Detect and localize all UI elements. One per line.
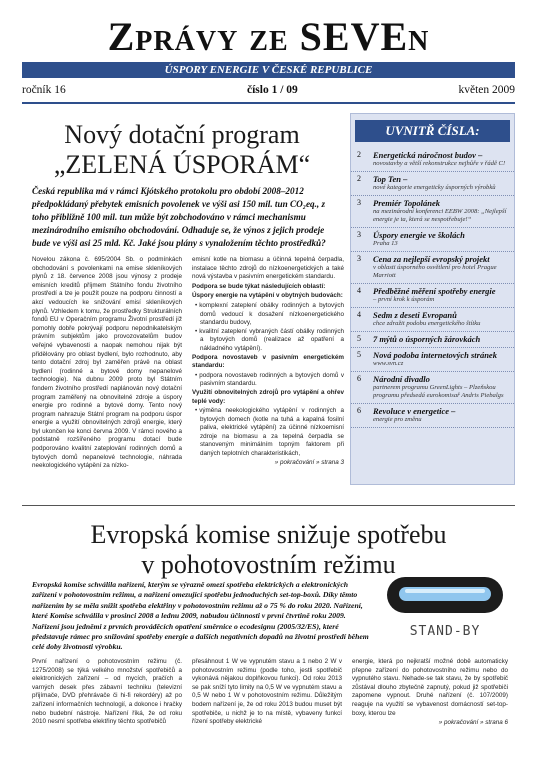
contents-item[interactable] <box>351 332 514 348</box>
contents-item-title: Premiér Topolánek <box>373 198 440 208</box>
newsletter-title: Zprávy ze SEVEn <box>107 14 430 59</box>
article1-col2-heading: Podpora se bude týkat následujících oblastí: <box>192 282 326 290</box>
article2-col3-text: energie, která po nejkratší možné době automaticky přepne zařízení do pohotovostního režimu nebo do vypnutého stavu. Nehade-se tak stavu, že by spotřebič zůstával dlouho zbytečně zapnutý, pokud již spotřebiči zapomene vypnout. Druhé nařízení (č. 107/2009) reaguje na využití se vybavenost domácností set-top-boxy, kterou lze <box>352 658 508 717</box>
issue-date: květen 2009 <box>458 84 515 96</box>
article1-col2-heading: Využití obnovitelných zdrojů pro vytápění a ohřev teplé vody: <box>192 388 344 405</box>
contents-item[interactable] <box>351 404 514 428</box>
volume-label: ročník 16 <box>22 84 66 96</box>
contents-item-title: Úspory energie ve školách <box>373 230 465 240</box>
contents-item[interactable] <box>351 348 514 372</box>
contents-item-title: 7 mýtů o úsporných žárovkách <box>373 334 481 344</box>
contents-item-title: Revoluce v energetice – <box>373 406 456 416</box>
contents-page-number: 6 <box>357 374 361 383</box>
header-rule <box>22 102 515 104</box>
article1-title-line2: „ZELENÁ ÚSPORÁM“ <box>53 150 311 179</box>
contents-item-subtitle: – první krok k úsporám <box>373 296 435 303</box>
issue-number: číslo 1 / 09 <box>247 84 298 96</box>
continue-link[interactable]: » pokračování » strana 6 <box>438 719 508 727</box>
standby-button-image <box>385 573 505 645</box>
contents-page-number: 3 <box>357 198 361 207</box>
article1-title-line1: Nový dotační program <box>64 120 300 149</box>
contents-item-subtitle: Praha 13 <box>373 240 398 247</box>
contents-page-number: 4 <box>357 310 361 319</box>
contents-item-subtitle: www.svn.cz <box>373 360 404 367</box>
article1-col2-heading: Úspory energie na vytápění v obytných budovách: <box>192 292 343 300</box>
contents-item-subtitle: nové kategorie energeticky úsporných výrobků <box>373 184 496 191</box>
contents-item-title: Cena za nejlepší evropský projekt <box>373 254 490 264</box>
article1-list <box>192 372 344 389</box>
article1-title <box>22 120 342 180</box>
contents-item-title: Sedm z deseti Evropanů <box>373 310 457 320</box>
article1-lead: Česká republika má v rámci Kjótského protokolu pro období 2008–2012 předpokládaný přebytek emisních povolenek ve výši asi 150 mil. tun CO₂eq., z toho přibližně 100 mil. tun může být zobchodováno v rámci mechanismu mezinárodního emisního obchodování. Odhaduje se, že výnos z jejich prodeje bude ve výši asi 25 mld. Kč. Jaké jsou plány s vynaložením těchto prostředků? <box>32 186 326 248</box>
list-item: • kvalitní zateplení vybraných částí obálky rodinných a bytových domů (realizace až opatření a nákladného vytápění). <box>200 328 344 354</box>
contents-item[interactable] <box>351 372 514 404</box>
article1-column2 <box>192 256 344 468</box>
contents-item[interactable] <box>351 284 514 308</box>
newsletter-subtitle: ÚSPORY ENERGIE V ČESKÉ REPUBLICE <box>22 62 515 78</box>
contents-item-title: Předběžné měření spotřeby energie <box>373 286 496 296</box>
contents-list <box>351 148 514 428</box>
article1-col2-intro: emisní kotle na biomasu a účinná tepelná čerpadla, instalace těchto zdrojů do nízkoenergetických a také nová výstavba v pasivním energetickém standardu. <box>192 256 344 281</box>
contents-item[interactable] <box>351 148 514 172</box>
contents-item-subtitle: na mezinárodní konferenci EEBW 2008: „Nejlepší energie je ta, která se nespotřebuje!“ <box>373 208 507 223</box>
contents-item-title: Nová podoba internetových stránek <box>373 350 497 360</box>
article2-col2-text: přesáhnout 1 W ve vypnutém stavu a 1 nebo 2 W v pohotovostním režimu (podle toho, jestli spotřebič vykonává nějakou doplňkovou funkci). Od roku 2013 se pak sníží tyto limity na 0,5 W ve vypnutém stavu a 0,5 W nebo 1 W v pohotovostním režimu. Důležitým bodem nařízení je, že od roku 2013 budou muset být spotřebiče, u nichž je to na místě, vybaveny funkcí řízení spotřeby elektrické <box>192 658 342 726</box>
article1-column1 <box>32 256 182 472</box>
contents-item[interactable] <box>351 308 514 332</box>
article1-col1-text: Novelou zákona č. 695/2004 Sb. o podmínkách obchodování s povolenkami na emise skleníkových plynů z 18. července 2008 jsou výnosy z prodeje emisních kreditů příjmem Státního fondu životního prostředí a lze je použít pouze na podporu činností a akcí vedoucích ke snižování emisí skleníkových plynů. Vzhledem k tomu, že prostředky Strukturálních fondů EU v Operačním programu Životní prostředí již pomohly dobře pokrývají podporu nepodnikatelským právním subjektům jako provozovatelům budov veřejné vybavenosti a naopak nemohou nijak být přidělovány pro oblast bydlení, bylo rozhodnuto, aby tento dotační zdroj byl zaměřen právě na oblast bydlení (rodinné a bytové domy nepanelové technologie). Na dubnu 2009 proto byl Státním fondem životního prostředí naplánován nový dotační program zaměřený na obnovitelné zdroje a úspory energie pro rodinné a bytové domy. Tento nový program nahrazuje Státní program na podporu úspor energie a využití obnovitelných zdrojů energie, který byl ukončen ke konci června 2009. V rámci nového a podstatně rozšířeného programu dotací bude podporováno kvalitní zateplování rodinných domů a bytových domů nepanelové technologie, náhrada neekologického vytápění za nízko- <box>32 256 182 470</box>
issue-row <box>22 84 515 100</box>
article2-col1-text: První nařízení o pohotovostním režimu (č. 1275/2008) se týká velkého množství spotřebičů a elektronických zařízení – od mycích, pračích a varných desek přes zábavní techniku (televizní přijímače, DVD přehrávače či hi-fi rekordéry) až po zařízení informačních technologií, a dokonce i hračky nebo budební nástroje. Nařízení říká, že od roku 2010 nesmí spotřeba elektřiny těchto spotřebičů <box>32 658 182 726</box>
section-divider <box>22 505 515 506</box>
article2-title-line1: Evropská komise snižuje spotřebu <box>90 520 447 549</box>
contents-page-number: 5 <box>357 334 361 343</box>
contents-item[interactable] <box>351 196 514 228</box>
contents-page-number: 3 <box>357 254 361 263</box>
contents-item-subtitle: partnerem programu GreenLights – Plzeňskou programu předsedá eurokomisař Andris Piebalgs <box>373 384 504 399</box>
article2-lead: Evropská komise schválila nařízení, kterým se výrazně omezí spotřeba elektrických a elektronických zařízení v pohotovostním režimu, a nařízení omezující spotřebu jednoduchých set-top-boxů. Díky těmto nařízením by se měla snížit spotřeba elektřiny v pohotovostním režimu až o 75 % do roku 2020. Nařízení, které Komise schválila v prosinci 2008 a lednu 2009, nabudou účinnosti v první čtvrtině roku 2009. Nařízení jsou jedněmi z prvních prováděcích opatření směrnice o ecodesignu (2005/32/ES), které představuje rámec pro snižování spotřeby energie a dalších negativních dopadů na životní prostředí během celé doby životnosti výrobku. <box>32 580 369 652</box>
contents-page-number: 4 <box>357 286 361 295</box>
article2-column2 <box>192 658 342 728</box>
contents-page-number: 3 <box>357 230 361 239</box>
contents-item-subtitle: chce zdražit podobu energetického štítku <box>373 320 481 327</box>
article2-column1 <box>32 658 182 728</box>
contents-title: UVNITŘ ČÍSLA: <box>355 120 510 142</box>
article2-title <box>22 520 515 580</box>
article1-list <box>192 302 344 354</box>
contents-box <box>350 113 515 485</box>
contents-page-number: 2 <box>357 174 361 183</box>
contents-item-title: Top Ten – <box>373 174 408 184</box>
contents-item-title: Energetická náročnost budov – <box>373 150 483 160</box>
article1-col2-heading: Podpora novostaveb v pasivním energetickém standardu: <box>192 353 344 370</box>
article2-column3 <box>352 658 508 729</box>
contents-item[interactable] <box>351 228 514 252</box>
article2-title-line2: v pohotovostním režimu <box>141 550 396 579</box>
list-item: • výměna neekologického vytápění v rodinných a bytových domech (kotle na tuhá a kapalná fosilní paliva, elektrické vytápění) za účinné nízkoemisní zdroje na biomasu a za tepelná čerpadla se stanoveným minimálním topným faktorem při daných teplotních charakteristikách, <box>200 407 344 459</box>
contents-item[interactable] <box>351 172 514 196</box>
contents-item-title: Národní divadlo <box>373 374 430 384</box>
contents-item-subtitle: v oblasti úsporného osvětlení pro hotel Prague Marriott <box>373 264 497 279</box>
standby-label: STAND-BY <box>409 624 481 639</box>
contents-item[interactable] <box>351 252 514 284</box>
list-item: • podpora novostaveb rodinných a bytových domů v pasivním standardu. <box>200 372 344 389</box>
list-item: • komplexní zateplení obálky rodinných a bytových domů vedoucí k dosažení nízkoenergetického standardu budovy, <box>200 302 344 328</box>
contents-item-subtitle: novostavby a větší rekonstrukce nejhůře v řádě C! <box>373 160 506 167</box>
article1-list <box>192 407 344 459</box>
contents-item-subtitle: energie pro změnu <box>373 416 422 423</box>
contents-page-number: 5 <box>357 350 361 359</box>
contents-page-number: 2 <box>357 150 361 159</box>
continue-link[interactable]: » pokračování » strana 3 <box>274 458 344 466</box>
contents-page-number: 6 <box>357 406 361 415</box>
masthead <box>22 14 515 78</box>
